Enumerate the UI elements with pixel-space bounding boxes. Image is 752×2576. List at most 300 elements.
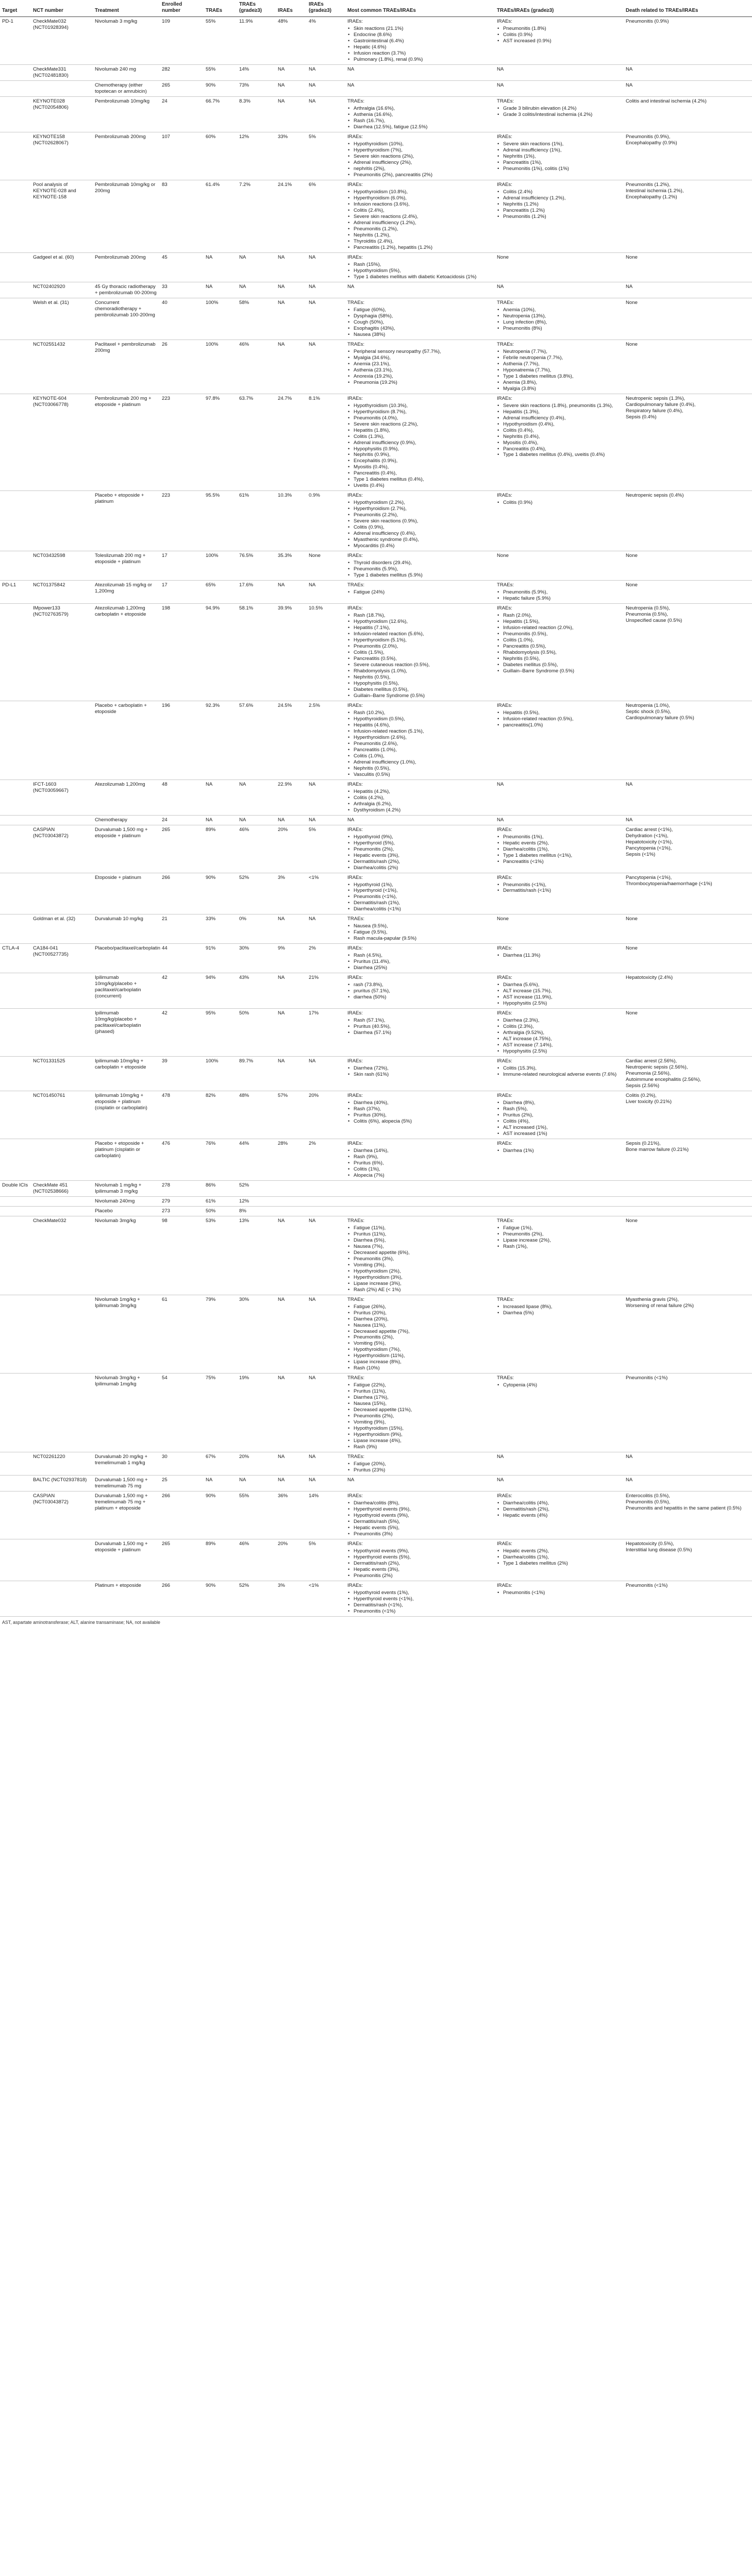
death-cell	[624, 132, 752, 180]
iraes-grade3-cell	[307, 1216, 345, 1295]
event-item: • Diabetes mellitus (0.5%),	[502, 662, 622, 668]
most-common-cell	[345, 81, 495, 97]
iraes-cell-text: NA	[278, 66, 285, 73]
enrolled-cell	[160, 604, 204, 701]
traes-cell	[204, 1374, 237, 1452]
target-cell	[0, 1492, 31, 1539]
event-item: • Hyponatremia (7.7%),	[502, 367, 622, 374]
event-item: • Hypothyroidism (12.6%),	[353, 619, 493, 625]
event-item: • Alopecia (7%)	[353, 1173, 493, 1179]
event-list	[347, 189, 493, 251]
event-type-label: TRAEs:	[497, 341, 514, 347]
event-item: • Dermatitis/rash (<1%),	[353, 1602, 493, 1608]
death-cell	[624, 825, 752, 873]
iraes-grade3-cell	[307, 97, 345, 132]
nct-cell	[31, 1216, 93, 1295]
death-cell	[624, 779, 752, 815]
iraes-cell-text: NA	[278, 1217, 285, 1224]
iraes-cell	[276, 282, 307, 298]
event-item: • Fatigue (11%),	[353, 1225, 493, 1231]
nct-cell	[31, 298, 93, 340]
event-item: • Febrile neutropenia (7.7%),	[502, 355, 622, 361]
event-type-label: IRAEs:	[497, 182, 512, 188]
treatment-cell	[93, 1216, 160, 1295]
nct-cell-text: KEYNOTE-604 (NCT03066778)	[33, 395, 69, 408]
traes-cell	[204, 1216, 237, 1295]
traes-cell-text: 33%	[206, 916, 216, 922]
enrolled-cell-text: 48	[162, 781, 168, 787]
event-item: • Hypothyroid (9%),	[353, 834, 493, 840]
most-common-cell	[345, 282, 495, 298]
iraes-grade3-cell	[307, 1452, 345, 1476]
traes-cell-text: 76%	[206, 1140, 216, 1146]
death-cell	[624, 65, 752, 81]
event-item: • Nausea (38%)	[353, 332, 493, 338]
event-type-label: TRAEs:	[497, 1296, 514, 1302]
event-item: • Myalgia (3.8%)	[502, 386, 622, 392]
grade3-events-cell	[495, 873, 624, 914]
event-type-label: IRAEs:	[347, 1058, 363, 1064]
iraes-cell-text: NA	[278, 341, 285, 347]
grade3-events-cell-text: None	[497, 916, 509, 922]
iraes-cell-text: NA	[278, 1375, 285, 1381]
iraes-grade3-cell-text: 8.1%	[309, 395, 320, 401]
target-cell	[0, 180, 31, 253]
enrolled-cell-text: 24	[162, 817, 168, 823]
event-item: • Colitis (4.2%),	[353, 795, 493, 801]
event-type-label: TRAEs:	[497, 299, 514, 306]
event-item: • Rash (10%)	[353, 1365, 493, 1371]
event-item: • Neutropenia (13%),	[502, 313, 622, 319]
grade3-events-cell	[495, 491, 624, 551]
event-item: • Nephritis (1.2%),	[353, 232, 493, 239]
event-item: • Pruritus (2%),	[502, 1112, 622, 1118]
event-item: • Hypothyroidism (15%),	[353, 1426, 493, 1432]
death-text: None	[626, 1010, 638, 1016]
event-item: • nephritis (2%),	[353, 166, 493, 172]
nct-cell-text: NCT02551432	[33, 341, 65, 347]
traes-cell-text: 94%	[206, 975, 216, 981]
treatment-cell	[93, 1374, 160, 1452]
iraes-grade3-cell	[307, 1539, 345, 1581]
death-text: NA	[626, 82, 633, 89]
event-item: • Hepatic events (5%),	[353, 1525, 493, 1531]
traes-cell	[204, 65, 237, 81]
event-item: • Decreased appetite (7%),	[353, 1329, 493, 1335]
treatment-cell-text: Durvalumab 10 mg/kg	[95, 916, 143, 922]
event-item: • Fatigue (26%),	[353, 1304, 493, 1310]
target-cell	[0, 1374, 31, 1452]
most-common-cell	[345, 1196, 495, 1206]
treatment-cell	[93, 1091, 160, 1139]
event-type-label: TRAEs:	[347, 1375, 365, 1381]
table-row	[0, 180, 752, 253]
traes-cell	[204, 180, 237, 253]
iraes-cell	[276, 491, 307, 551]
event-item: • ALT increase (4.75%),	[502, 1036, 622, 1042]
event-type-label: IRAEs:	[347, 1093, 363, 1099]
target-cell-text: CTLA-4	[2, 945, 20, 952]
grade3-events-cell	[495, 1196, 624, 1206]
treatment-cell	[93, 1452, 160, 1476]
traes-grade3-cell	[237, 944, 276, 973]
event-type-label: IRAEs:	[347, 254, 363, 260]
event-type-label: IRAEs:	[497, 702, 512, 708]
iraes-cell	[276, 298, 307, 340]
grade3-events-cell-text: NA	[497, 1477, 504, 1483]
event-item: • Diarrhea (5%),	[353, 1238, 493, 1244]
event-item: • Increased lipase (8%),	[502, 1304, 622, 1310]
event-item: • Diarrhea (40%),	[353, 1100, 493, 1106]
event-item: • Pneumonitis (<1%),	[353, 894, 493, 900]
table-row	[0, 1009, 752, 1057]
iraes-cell-text: 24.7%	[278, 395, 292, 401]
event-item: • Rash (9%),	[353, 1154, 493, 1160]
nct-cell-text: CheckMate 451 (NCT02538666)	[33, 1182, 69, 1194]
header-target: Target	[0, 0, 31, 17]
death-cell	[624, 180, 752, 253]
death-text: Sepsis (0.21%), Bone marrow failure (0.21%)	[626, 1140, 689, 1153]
event-item: • Hypothyroidism (0.4%),	[502, 421, 622, 428]
event-item: • Pruritus (11%),	[353, 1388, 493, 1395]
iraes-grade3-cell-text: NA	[309, 341, 316, 347]
table-row	[0, 1476, 752, 1492]
event-list	[347, 560, 493, 579]
treatment-cell	[93, 1295, 160, 1374]
event-item: • Colitis (0.9%)	[502, 32, 622, 38]
enrolled-cell-text: 17	[162, 582, 168, 588]
iraes-grade3-cell	[307, 1196, 345, 1206]
treatment-cell	[93, 701, 160, 779]
most-common-cell	[345, 1206, 495, 1216]
enrolled-cell	[160, 914, 204, 944]
event-type-label: IRAEs:	[347, 19, 363, 25]
traes-cell-text: NA	[206, 781, 213, 787]
event-item: • AST increase (7.14%),	[502, 1042, 622, 1048]
event-type-label: IRAEs:	[497, 1058, 512, 1064]
target-cell	[0, 973, 31, 1009]
traes-cell-text: 89%	[206, 1541, 216, 1547]
table-row	[0, 1091, 752, 1139]
event-item: • Colitis (0.4%),	[502, 428, 622, 434]
iraes-grade3-cell	[307, 1139, 345, 1180]
nct-cell-text: CA184-041 (NCT00527735)	[33, 945, 69, 958]
target-cell	[0, 340, 31, 394]
enrolled-cell	[160, 97, 204, 132]
event-list	[497, 882, 622, 894]
iraes-grade3-cell	[307, 1295, 345, 1374]
event-item: • Pneumonia (19.2%)	[353, 380, 493, 386]
nct-cell	[31, 1581, 93, 1616]
iraes-grade3-cell	[307, 873, 345, 914]
traes-grade3-cell-text: 52%	[239, 1582, 249, 1588]
event-list	[347, 589, 493, 596]
traes-grade3-cell	[237, 1539, 276, 1581]
grade3-events-cell	[495, 252, 624, 282]
event-item: • Diarrhea/colitis (1%),	[502, 1554, 622, 1561]
target-cell	[0, 581, 31, 604]
traes-cell	[204, 1539, 237, 1581]
enrolled-cell-text: 42	[162, 1010, 168, 1016]
most-common-cell	[345, 1091, 495, 1139]
event-list	[497, 1065, 622, 1078]
enrolled-cell-text: 198	[162, 605, 171, 612]
iraes-grade3-cell-text: <1%	[309, 1582, 319, 1588]
event-item: • Pneumonitis (1.2%)	[502, 214, 622, 220]
nct-cell	[31, 1492, 93, 1539]
event-item: • Dysthyroidism (4.2%)	[353, 807, 493, 814]
iraes-cell-text: NA	[278, 1296, 285, 1302]
enrolled-cell-text: 476	[162, 1140, 171, 1146]
iraes-cell-text: NA	[278, 1454, 285, 1460]
event-item: • Fatigue (20%),	[353, 1461, 493, 1467]
iraes-grade3-cell-text: 10.5%	[309, 605, 323, 612]
iraes-cell	[276, 1452, 307, 1476]
event-list	[497, 1304, 622, 1316]
event-item: • Diarrhea (5.6%),	[502, 982, 622, 988]
table-row	[0, 815, 752, 825]
traes-grade3-cell	[237, 282, 276, 298]
enrolled-cell-text: 25	[162, 1477, 168, 1483]
event-item: • Pancreatitis (0.5%),	[502, 643, 622, 650]
event-item: • Esophagitis (43%),	[353, 326, 493, 332]
iraes-cell	[276, 17, 307, 65]
event-item: • Decreased appetite (6%),	[353, 1250, 493, 1256]
iraes-cell-text: NA	[278, 817, 285, 823]
target-cell	[0, 701, 31, 779]
event-item: • Adrenal insufficiency (2%),	[353, 160, 493, 166]
event-item: • Pruritus (11.4%),	[353, 959, 493, 965]
event-type-label: TRAEs:	[347, 98, 365, 105]
enrolled-cell-text: 109	[162, 19, 171, 25]
iraes-cell-text: 24.1%	[278, 182, 292, 188]
event-list	[347, 1018, 493, 1036]
nct-cell	[31, 1180, 93, 1196]
table-row	[0, 604, 752, 701]
most-common-cell	[345, 1374, 495, 1452]
nct-cell	[31, 701, 93, 779]
iraes-cell	[276, 604, 307, 701]
traes-grade3-cell	[237, 973, 276, 1009]
grade3-events-cell	[495, 1374, 624, 1452]
enrolled-cell	[160, 1539, 204, 1581]
nct-cell	[31, 944, 93, 973]
nct-cell	[31, 551, 93, 581]
death-text: Pneumonitis (0.9%), Encephalopathy (0.9%)	[626, 134, 677, 146]
most-common-cell	[345, 604, 495, 701]
grade3-events-cell	[495, 1295, 624, 1374]
treatment-cell-text: Nivolumab 3mg/kg	[95, 1217, 136, 1224]
event-list	[497, 953, 622, 959]
target-cell-text: PD-1	[2, 19, 13, 25]
event-item: • Hypothyroidism (10.3%),	[353, 403, 493, 409]
treatment-cell	[93, 1492, 160, 1539]
traes-grade3-cell-text: 44%	[239, 1140, 249, 1146]
enrolled-cell	[160, 252, 204, 282]
grade3-events-cell	[495, 340, 624, 394]
traes-cell-text: 91%	[206, 945, 216, 952]
nct-cell-text: NCT01375842	[33, 582, 65, 588]
event-type-label: TRAEs:	[347, 1217, 365, 1224]
treatment-cell-text: Ipilimumab 10mg/kg + carboplatin + etoposide	[95, 1058, 146, 1071]
traes-cell	[204, 282, 237, 298]
enrolled-cell-text: 265	[162, 826, 171, 833]
death-cell	[624, 701, 752, 779]
event-item: • Hypothyroidism (0.5%),	[353, 716, 493, 722]
target-cell	[0, 132, 31, 180]
event-item: • Pneumonitis (1.8%)	[502, 26, 622, 32]
iraes-grade3-cell	[307, 81, 345, 97]
event-item: • Severe skin reactions (2%),	[353, 154, 493, 160]
event-item: • Colitis (2.4%),	[353, 208, 493, 214]
treatment-cell	[93, 1539, 160, 1581]
traes-cell-text: 89%	[206, 826, 216, 833]
event-list	[497, 307, 622, 332]
event-item: • Cough (50%),	[353, 319, 493, 326]
iraes-grade3-cell-text: NA	[309, 283, 316, 290]
header-treatment: Treatment	[93, 0, 160, 17]
traes-cell	[204, 491, 237, 551]
traes-cell	[204, 252, 237, 282]
traes-cell	[204, 1452, 237, 1476]
event-item: • Lipase increase (3%),	[353, 1281, 493, 1287]
nct-cell-text: CheckMate331 (NCT02481830)	[33, 66, 69, 79]
event-item: • Nephritis (0.5%),	[502, 656, 622, 662]
event-item: • Pruritus (23%)	[353, 1467, 493, 1473]
death-cell	[624, 1539, 752, 1581]
most-common-cell	[345, 97, 495, 132]
event-item: • Nausea (11%),	[353, 1323, 493, 1329]
target-cell	[0, 1196, 31, 1206]
event-item: • Myositis (0.4%),	[502, 440, 622, 446]
traes-cell-text: 65%	[206, 582, 216, 588]
event-list	[497, 1225, 622, 1250]
traes-grade3-cell-text: 73%	[239, 82, 249, 89]
event-list	[497, 1382, 622, 1388]
event-type-label: IRAEs:	[497, 945, 512, 952]
treatment-cell-text: Nivolumab 1mg/kg + Ipilimumab 3mg/kg	[95, 1296, 140, 1309]
event-item: • Colitis (1.0%),	[353, 753, 493, 759]
grade3-events-cell	[495, 282, 624, 298]
target-cell	[0, 604, 31, 701]
grade3-events-cell	[495, 944, 624, 973]
nct-cell-text: NCT03432598	[33, 553, 65, 559]
event-type-label: IRAEs:	[497, 1093, 512, 1099]
iraes-cell	[276, 1009, 307, 1057]
enrolled-cell	[160, 1180, 204, 1196]
traes-grade3-cell	[237, 81, 276, 97]
traes-grade3-cell-text: 55%	[239, 1493, 249, 1499]
event-type-label: IRAEs:	[347, 1582, 363, 1588]
death-text: NA	[626, 817, 633, 823]
event-item: • Nephritis (0.5%),	[353, 766, 493, 772]
grade3-events-cell	[495, 1139, 624, 1180]
nct-cell	[31, 180, 93, 253]
enrolled-cell-text: 30	[162, 1454, 168, 1460]
iraes-cell	[276, 1374, 307, 1452]
enrolled-cell	[160, 1492, 204, 1539]
traes-grade3-cell	[237, 65, 276, 81]
event-list	[497, 500, 622, 506]
nct-cell-text: CASPIAN (NCT03043872)	[33, 826, 69, 839]
enrolled-cell-text: 223	[162, 395, 171, 401]
nct-cell-text: NCT01331525	[33, 1058, 65, 1064]
event-type-label: IRAEs:	[347, 1493, 363, 1499]
event-item: • Peripheral sensory neuropathy (57.7%),	[353, 349, 493, 355]
traes-cell	[204, 1091, 237, 1139]
event-item: • Pneumonitis (5.9%),	[502, 589, 622, 596]
death-cell	[624, 973, 752, 1009]
traes-grade3-cell	[237, 551, 276, 581]
grade3-events-cell	[495, 604, 624, 701]
traes-grade3-cell	[237, 394, 276, 491]
event-item: • Hypothyroidism (10%),	[353, 141, 493, 147]
enrolled-cell	[160, 394, 204, 491]
most-common-cell-text: NA	[347, 1477, 355, 1483]
death-text: None	[626, 299, 638, 306]
event-item: • Skin reactions (21.1%)	[353, 26, 493, 32]
event-item: • Neutropenia (7.7%),	[502, 349, 622, 355]
event-item: • Hepatic events (2%),	[502, 840, 622, 846]
event-list	[347, 613, 493, 699]
enrolled-cell-text: 83	[162, 182, 168, 188]
target-cell	[0, 65, 31, 81]
event-list	[497, 982, 622, 1007]
event-item: • Pulmonary (1.8%), renal (0.9%)	[353, 57, 493, 63]
event-item: • Dermatitis/rash (<1%)	[502, 888, 622, 894]
traes-grade3-cell	[237, 701, 276, 779]
event-item: • Thyroiditis (2.4%),	[353, 239, 493, 245]
iraes-cell-text: 3%	[278, 874, 285, 880]
traes-cell	[204, 604, 237, 701]
event-item: • Rash (57.1%),	[353, 1018, 493, 1024]
nct-cell-text: KEYNOTE028 (NCT02054806)	[33, 98, 69, 111]
iraes-grade3-cell-text: <1%	[309, 874, 319, 880]
traes-cell	[204, 298, 237, 340]
enrolled-cell-text: 39	[162, 1058, 168, 1064]
event-type-label: IRAEs:	[497, 874, 512, 880]
event-item: • Colitis (4%),	[502, 1118, 622, 1125]
iraes-cell-text: 9%	[278, 945, 285, 952]
event-item: • Hypothyroid events (1%),	[353, 1590, 493, 1596]
event-item: • Hypothyroidism (7%),	[353, 1347, 493, 1353]
most-common-cell	[345, 581, 495, 604]
enrolled-cell	[160, 973, 204, 1009]
iraes-grade3-cell-text: NA	[309, 1217, 316, 1224]
event-item: • Hyperthyroidism (5.1%),	[353, 637, 493, 643]
enrolled-cell	[160, 551, 204, 581]
table-row	[0, 252, 752, 282]
event-item: • Hyperthyroidism (8.7%),	[353, 409, 493, 415]
enrolled-cell	[160, 1091, 204, 1139]
event-item: • Infusion-related reaction (2.0%),	[502, 625, 622, 631]
traes-grade3-cell-text: 19%	[239, 1375, 249, 1381]
traes-cell-text: 79%	[206, 1296, 216, 1302]
grade3-events-cell-text: NA	[497, 66, 504, 73]
target-cell	[0, 394, 31, 491]
traes-grade3-cell	[237, 491, 276, 551]
enrolled-cell	[160, 1374, 204, 1452]
most-common-cell	[345, 815, 495, 825]
treatment-cell-text: Toleslizumab 200 mg + etoposide + platinum	[95, 553, 146, 565]
death-text: Colitis (0.2%), Liver toxicity (0.21%)	[626, 1093, 672, 1105]
treatment-cell-text: Platinum + etoposide	[95, 1582, 141, 1588]
treatment-cell-text: Ipilimumab 10mg/kg/placebo + paclitaxel/carboplatin (phased)	[95, 1010, 141, 1035]
death-text: Pneumonitis (<1%)	[626, 1582, 668, 1588]
event-item: • Hypophysitis (2.5%)	[502, 1048, 622, 1055]
event-item: • Pruritus (30%),	[353, 1112, 493, 1118]
event-item: • Colitis (0.9%),	[353, 524, 493, 531]
